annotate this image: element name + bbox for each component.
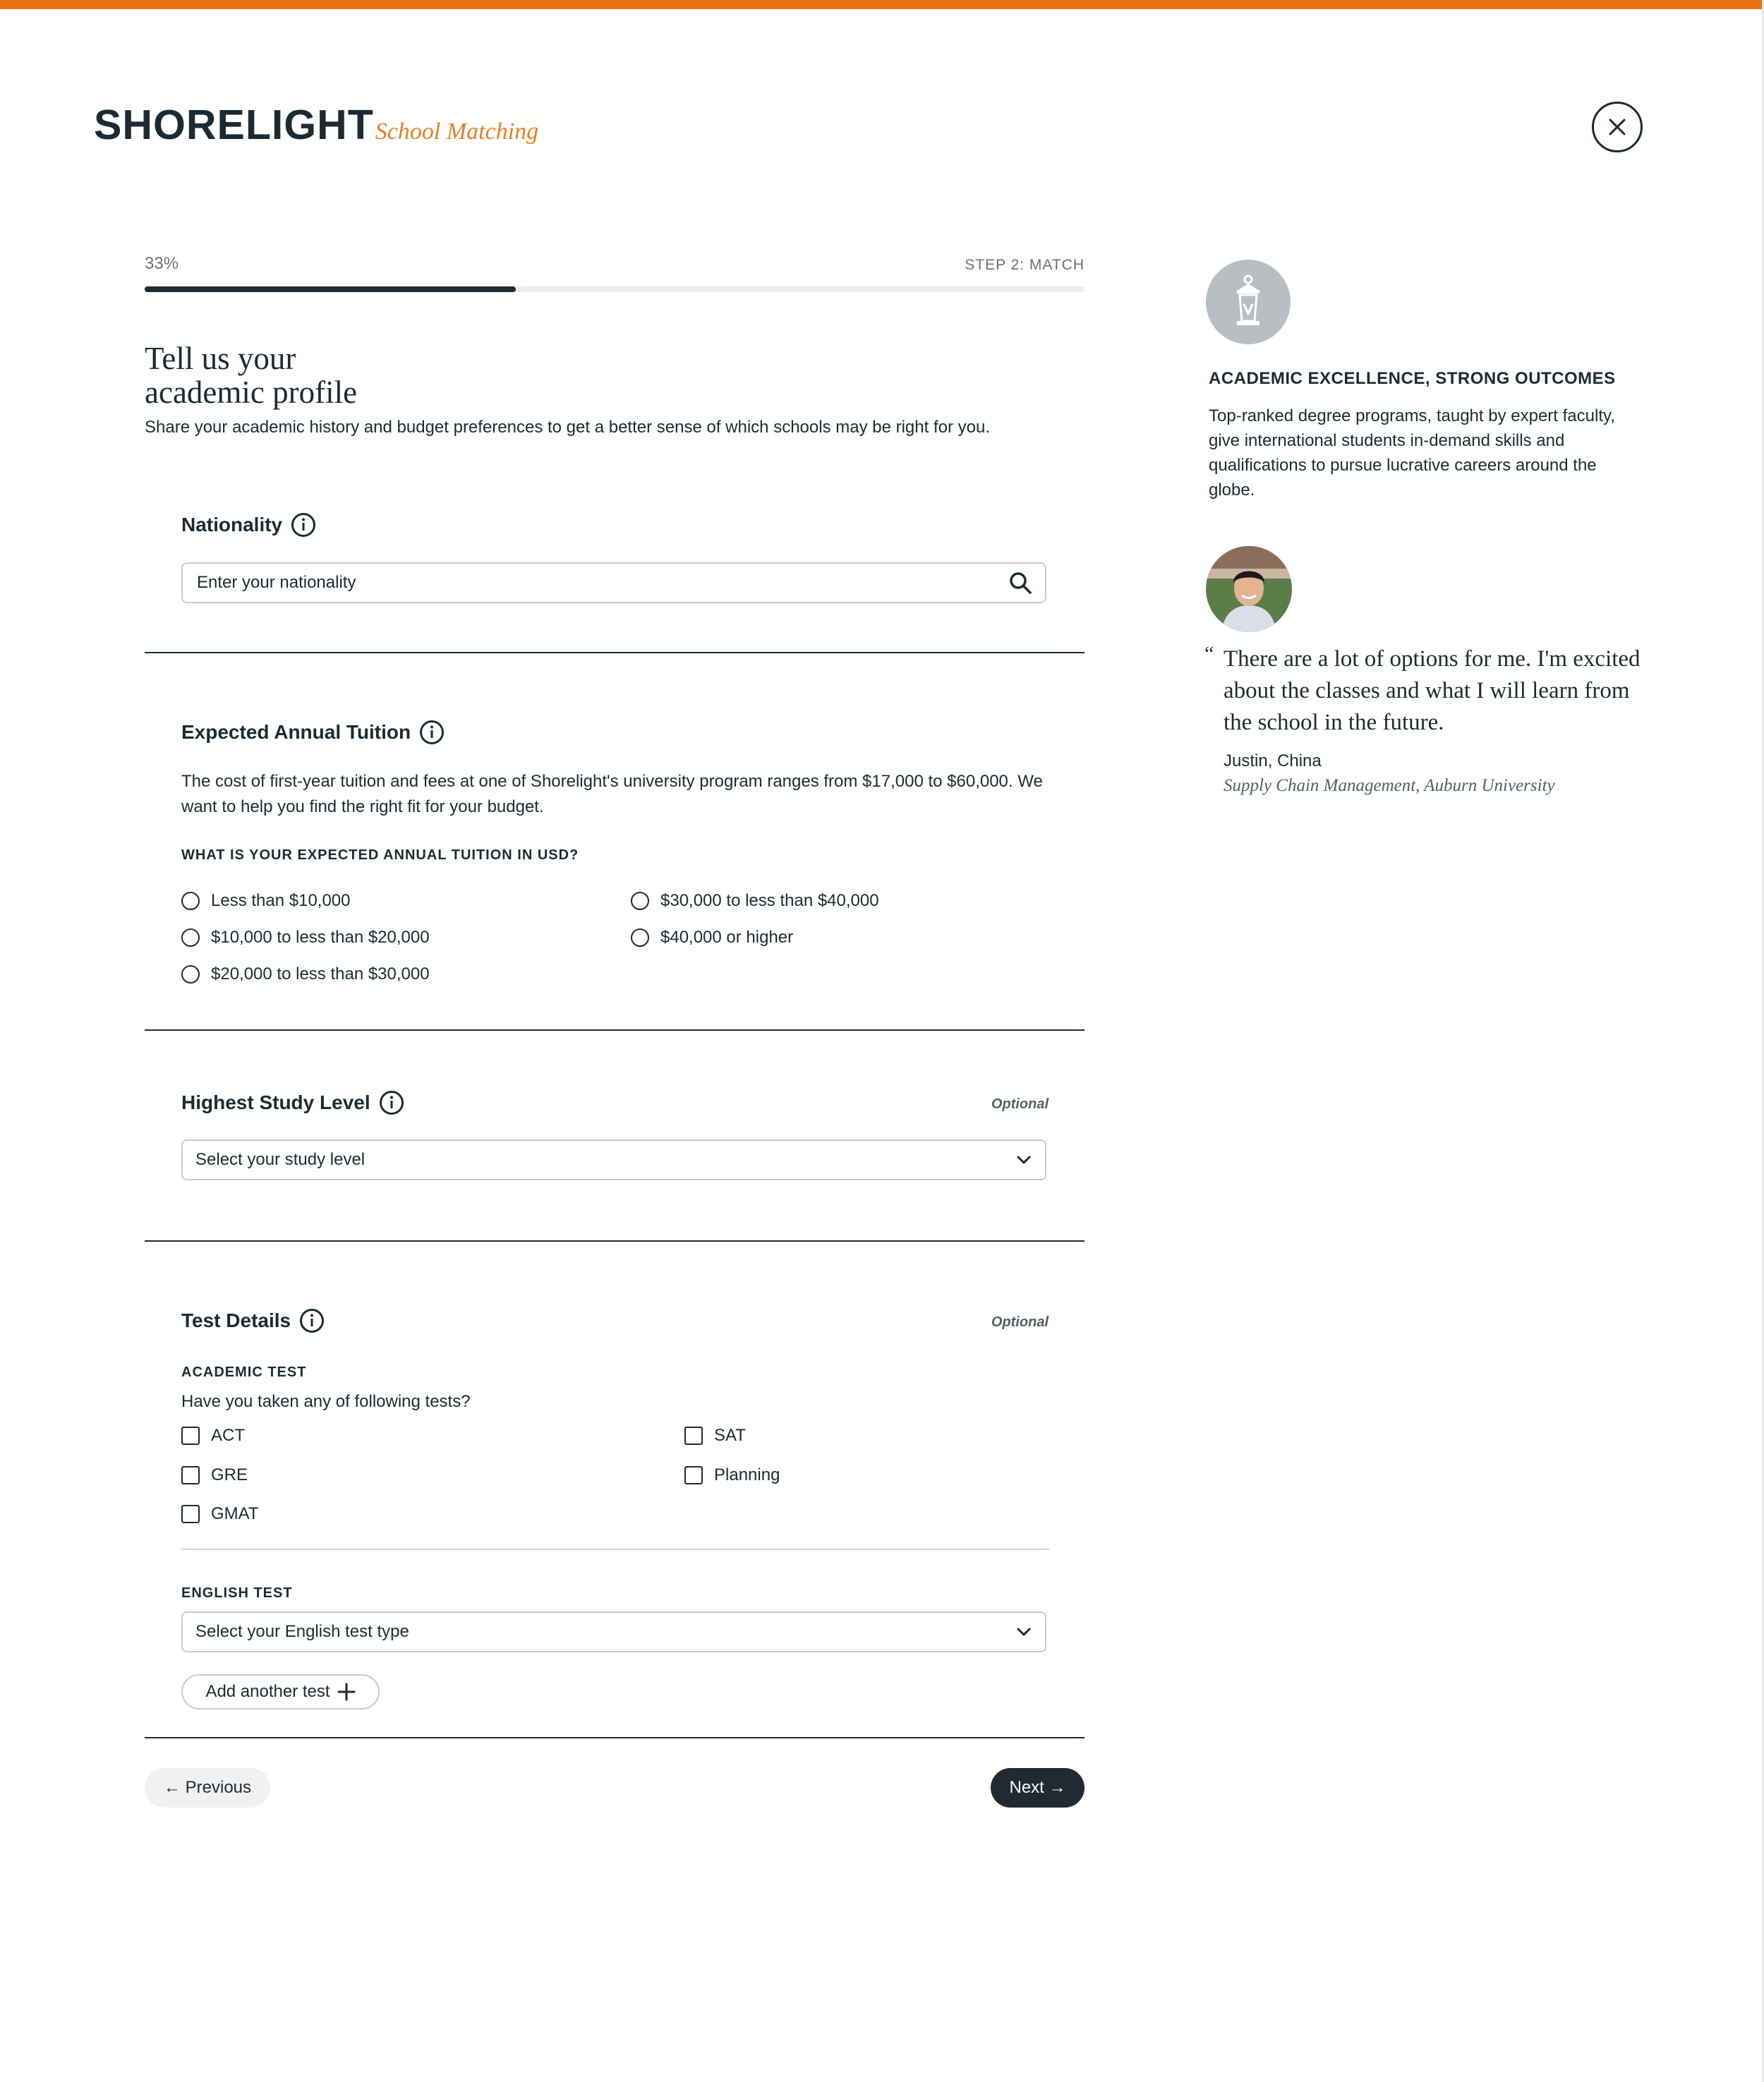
test-checkbox-sat[interactable] — [684, 1426, 746, 1446]
radio-button[interactable] — [181, 965, 200, 983]
test-option-label: Planning — [714, 1465, 780, 1484]
tuition-label: Expected Annual Tuition — [181, 721, 411, 743]
next-label: Next → — [1009, 1778, 1066, 1797]
study-level-select[interactable] — [181, 1139, 1046, 1180]
nationality-label: Nationality — [181, 514, 283, 535]
tuition-option[interactable] — [181, 891, 351, 911]
testimonial-program: Supply Chain Management, Auburn University — [1224, 776, 1555, 795]
tuition-option-label: $30,000 to less than $40,000 — [660, 891, 879, 910]
tuition-option[interactable] — [631, 928, 793, 948]
sidebar-heading: ACADEMIC EXCELLENCE, STRONG OUTCOMES — [1209, 369, 1616, 388]
subsection-divider — [181, 1549, 1049, 1550]
brand-logo[interactable] — [94, 101, 538, 149]
add-another-test-label: Add another test — [205, 1682, 330, 1701]
test-details-label-row — [181, 1308, 325, 1333]
tuition-option-label: $20,000 to less than $30,000 — [211, 964, 430, 983]
checkbox[interactable] — [181, 1466, 200, 1484]
add-another-test-button[interactable] — [181, 1674, 380, 1709]
section-divider — [145, 1029, 1085, 1031]
info-icon[interactable] — [419, 720, 445, 745]
avatar — [1206, 546, 1292, 632]
checkbox[interactable] — [181, 1427, 200, 1445]
test-option-label: GMAT — [211, 1504, 259, 1523]
nationality-input[interactable] — [195, 572, 974, 593]
testimonial-quote: There are a lot of options for me. I'm excited about the classes and what I will learn from the school in the future. — [1224, 646, 1641, 735]
next-button[interactable] — [991, 1768, 1085, 1808]
close-button[interactable] — [1592, 102, 1643, 152]
tuition-question: WHAT IS YOUR EXPECTED ANNUAL TUITION IN USD? — [181, 847, 579, 863]
nationality-label-row — [181, 512, 316, 538]
section-divider — [145, 1737, 1085, 1738]
chevron-down-icon — [1015, 1623, 1032, 1640]
progress-percent: 33% — [145, 254, 179, 273]
sidebar-body: Top-ranked degree programs, taught by expert faculty, give international students in-demand skills and qualifications to pursue lucrative careers around the globe. — [1209, 406, 1615, 500]
english-test-placeholder: Select your English test type — [195, 1622, 409, 1641]
checkbox[interactable] — [684, 1427, 703, 1445]
test-option-label: ACT — [211, 1426, 245, 1445]
section-divider — [145, 652, 1085, 653]
tuition-option-label: Less than $10,000 — [211, 891, 351, 910]
page-subtitle: Share your academic history and budget preferences to get a better sense of which schools may be right for you. — [145, 418, 990, 437]
test-checkbox-gmat[interactable] — [181, 1504, 259, 1524]
tuition-option[interactable] — [181, 928, 430, 948]
tuition-option[interactable] — [631, 891, 879, 911]
progress-step-label: STEP 2: MATCH — [965, 257, 1085, 273]
accent-top-bar — [0, 0, 1764, 9]
progress-bar-fill — [145, 286, 516, 292]
tuition-label-row — [181, 720, 445, 745]
study-level-label: Highest Study Level — [181, 1091, 370, 1113]
page-title-line1: Tell us your — [145, 341, 296, 376]
radio-button[interactable] — [181, 892, 200, 910]
previous-label: ← Previous — [163, 1778, 252, 1797]
test-checkbox-gre[interactable] — [181, 1465, 248, 1485]
tuition-description: The cost of first-year tuition and fees at one of Shorelight's university program ranges from $17,000 to $60,000. We want to help you find the right fit for your budget. — [181, 772, 1043, 816]
chevron-down-icon — [1015, 1151, 1032, 1168]
checkbox[interactable] — [181, 1505, 200, 1523]
test-option-label: SAT — [714, 1426, 746, 1445]
search-icon[interactable] — [1008, 571, 1032, 595]
english-test-heading: ENGLISH TEST — [181, 1585, 293, 1601]
tuition-option[interactable] — [181, 964, 430, 984]
radio-button[interactable] — [631, 892, 649, 910]
academic-test-heading: ACADEMIC TEST — [181, 1364, 307, 1380]
brand-name: SHORELIGHT — [94, 102, 374, 148]
info-icon[interactable] — [379, 1090, 404, 1115]
checkbox[interactable] — [684, 1466, 703, 1484]
optional-tag: Optional — [991, 1314, 1049, 1330]
brand-subtitle: School Matching — [375, 119, 539, 145]
english-test-select[interactable] — [181, 1611, 1046, 1652]
nationality-field[interactable] — [181, 562, 1046, 603]
optional-tag: Optional — [991, 1096, 1049, 1112]
tuition-option-label: $10,000 to less than $20,000 — [211, 928, 430, 947]
progress-bar — [145, 286, 1085, 292]
radio-button[interactable] — [631, 928, 649, 947]
info-icon[interactable] — [299, 1308, 325, 1333]
test-checkbox-planning[interactable] — [684, 1465, 780, 1485]
test-details-label: Test Details — [181, 1309, 291, 1331]
tuition-option-label: $40,000 or higher — [660, 928, 794, 947]
info-icon[interactable] — [291, 512, 316, 538]
close-icon — [1608, 118, 1626, 136]
section-divider — [145, 1240, 1085, 1242]
plus-icon — [337, 1683, 356, 1701]
page-title-line2: academic profile — [145, 375, 358, 410]
academic-test-question: Have you taken any of following tests? — [181, 1392, 471, 1411]
lantern-icon — [1206, 260, 1291, 344]
study-level-placeholder: Select your study level — [195, 1150, 366, 1169]
test-checkbox-act[interactable] — [181, 1426, 245, 1446]
radio-button[interactable] — [181, 928, 200, 947]
testimonial-author: Justin, China — [1224, 751, 1322, 770]
quote-mark: “ — [1204, 642, 1214, 665]
previous-button[interactable] — [145, 1768, 270, 1808]
test-option-label: GRE — [211, 1465, 248, 1484]
page-title — [145, 341, 639, 409]
study-level-label-row — [181, 1090, 404, 1115]
